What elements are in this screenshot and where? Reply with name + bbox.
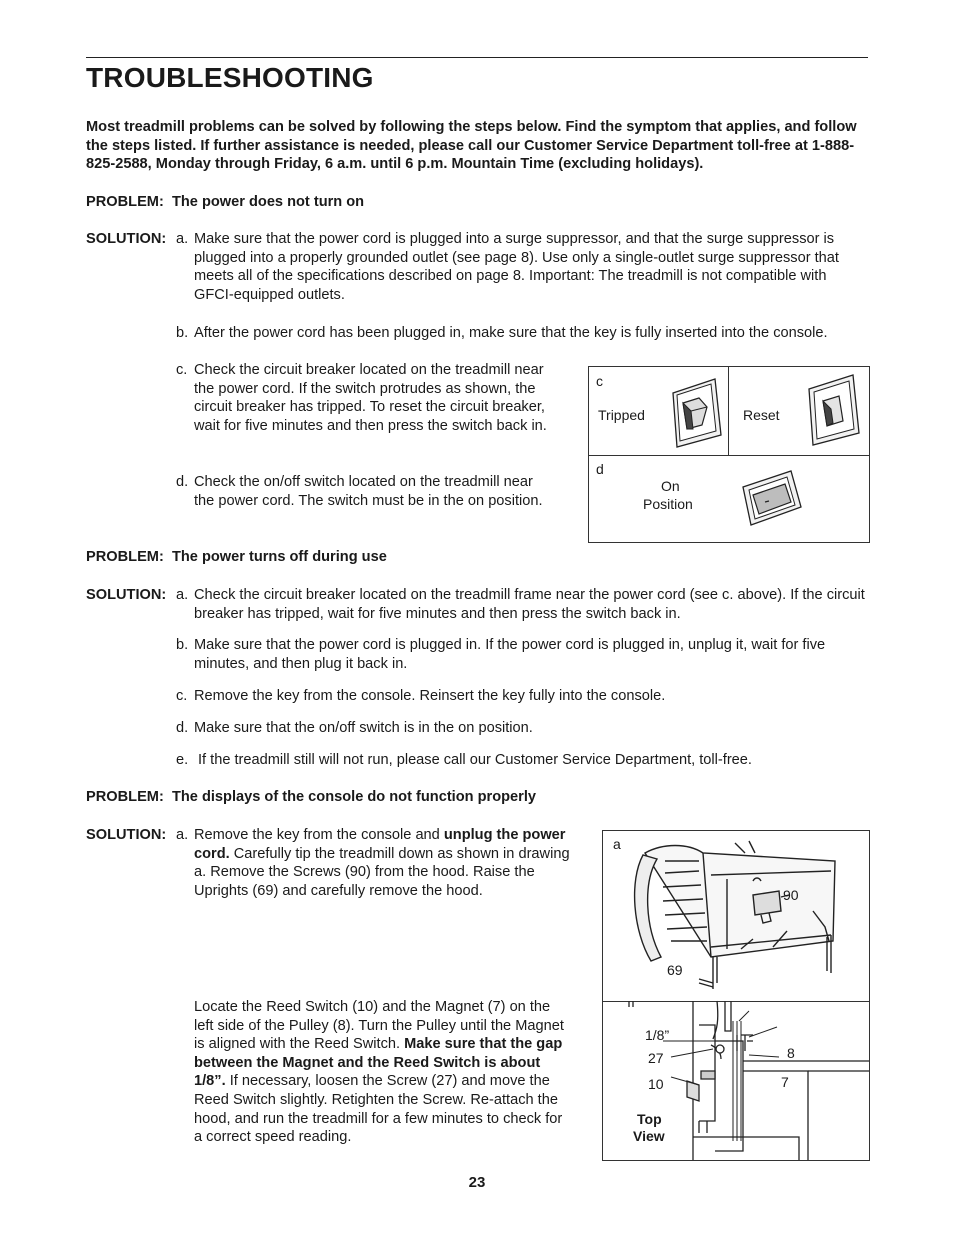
callout-27: 27 [648,1050,664,1066]
figure-c-label: c [596,373,603,389]
header-rule [86,57,868,58]
solution-item-b: b. Make sure that the power cord is plugged in. If the power cord is plugged in, unplug it, wait for five minutes, and then plug it back in. [176,637,826,672]
solution-item-d: d. Check the on/off switch located on the treadmill near the power cord. The switch must be in the on position. [176,474,543,509]
tripped-switch-icon [669,377,725,449]
solution-item-a: a. Remove the key from the console and unplug the power cord. Carefully tip the treadmill down as shown in drawing a. Remove the Screws (90) from the hood. Raise the Uprights (69) and carefully remove the hood. [176,827,570,899]
problem-heading-power-turns-off: PROBLEM: The power turns off during use [86,549,387,565]
tripped-label: Tripped [598,407,645,423]
view-label: View [633,1128,665,1144]
top-label: Top [637,1111,662,1127]
solution-item-a: a. Make sure that the power cord is plugged into a surge suppressor, and that the surge suppressor is plugged into a properly grounded outlet (see page 8). Use only a single-outlet surge suppressor that meets all of the specifications described on page 8. Important: The treadmill is not compatible with GFCI-equipped outlets. [176,231,839,303]
solution-label: SOLUTION: [86,231,167,247]
gap-callout: 1/8” [645,1027,670,1043]
circuit-breaker-figure [588,366,870,543]
tipped-treadmill-drawing [603,831,869,1001]
figure-divider-vertical [728,367,729,455]
figure-d-label: d [596,461,604,477]
reset-label: Reset [743,407,780,423]
page-number: 23 [468,1174,486,1191]
solution-item-c: c. Check the circuit breaker located on the treadmill near the power cord. If the switch protrudes as shown, the circuit breaker has tripped. To reset the circuit breaker, wait for five minutes and then press the switch back in. [176,362,547,434]
intro-paragraph: Most treadmill problems can be solved by following the steps below. Find the symptom that applies, and follow the steps listed. If further assistance is needed, please call our Customer Service Department toll-free at 1-888-825-2588, Monday through Friday, 6 a.m. until 6 p.m. Mountain Time (excluding holidays). [86,119,857,173]
solution-item-c: c. Remove the key from the console. Reinsert the key fully into the console. [176,688,666,704]
reset-switch-icon [805,371,863,449]
position-label: Position [643,496,693,512]
solution-item-d: d. Make sure that the on/off switch is in the on position. [176,720,533,736]
on-off-switch-icon [739,467,805,531]
solution-item-b: b. After the power cord has been plugged in, make sure that the key is fully inserted into the console. [176,325,828,341]
problem-heading-displays: PROBLEM: The displays of the console do not function properly [86,789,537,805]
treadmill-hood-figure [602,830,870,1161]
solution-item-e: e. If the treadmill still will not run, please call our Customer Service Department, toll-free. [176,752,752,768]
reed-switch-paragraph: Locate the Reed Switch (10) and the Magnet (7) on the left side of the Pulley (8). Turn the Pulley until the Magnet is aligned with the Reed Switch. Make sure that the gap between the Magnet and the Reed Switch is about 1/8”. If necessary, loosen the Screw (27) and move the Reed Switch slightly. Retighten the Screw. Re-attach the hood, and run the treadmill for a few minutes to check for a correct speed reading. [194,999,564,1146]
figure-a-label: a [613,836,621,852]
on-label: On [661,478,680,494]
callout-69: 69 [667,962,683,978]
callout-7: 7 [781,1074,789,1090]
solution-label: SOLUTION: [86,827,167,843]
callout-10: 10 [648,1076,664,1092]
figure-divider [589,455,869,456]
callout-90: 90 [783,887,799,903]
problem-heading-power-not-on: PROBLEM: The power does not turn on [86,194,365,210]
callout-8: 8 [787,1045,795,1061]
page-title: TROUBLESHOOTING [86,62,374,93]
solution-label: SOLUTION: [86,587,167,603]
solution-item-a: a. Check the circuit breaker located on the treadmill frame near the power cord (see c. above). If the circuit breaker has tripped, wait for five minutes and then press the switch back in. [176,587,865,622]
